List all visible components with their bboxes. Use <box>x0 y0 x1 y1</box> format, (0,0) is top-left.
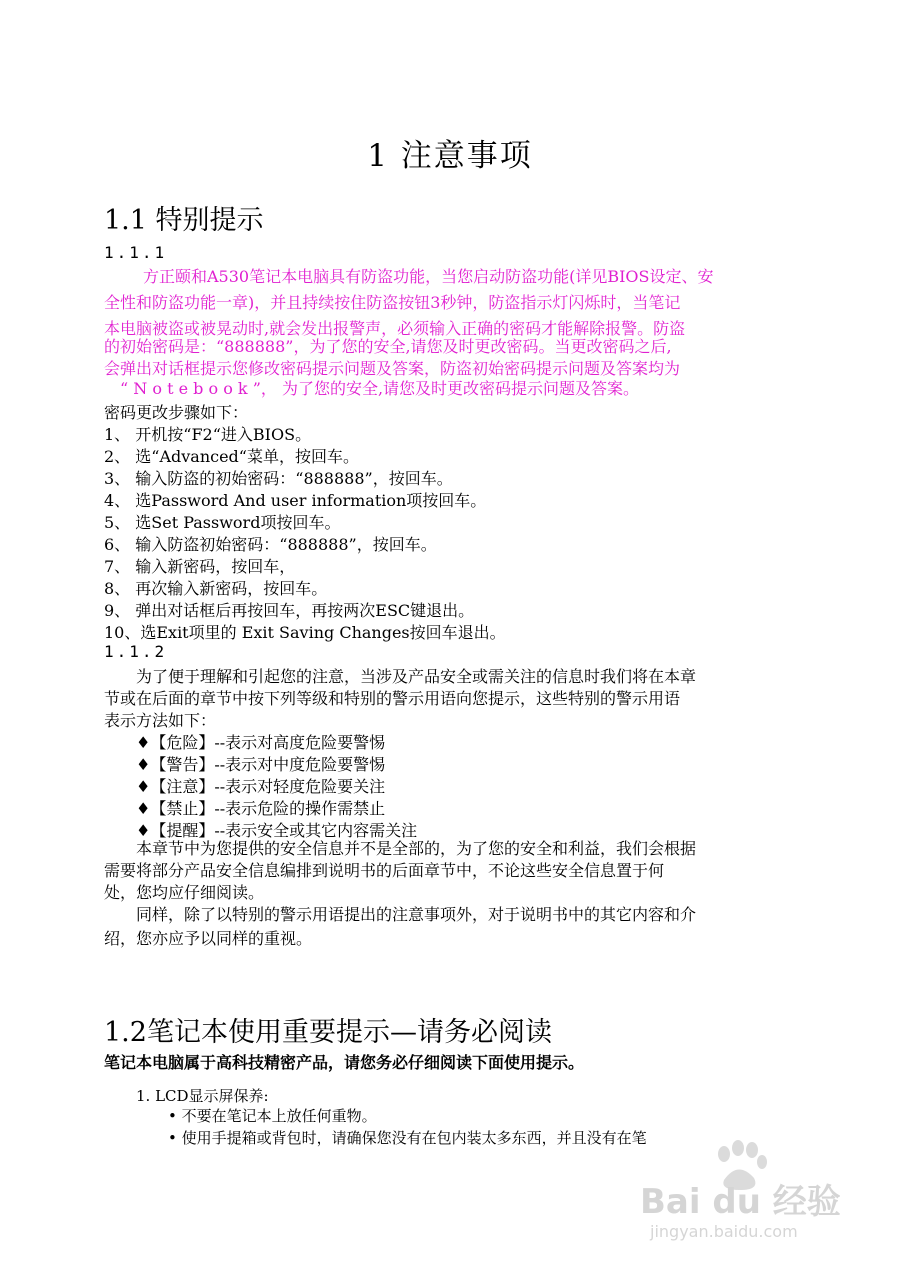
warning-danger: ♦【危险】--表示对高度危险要警惕 <box>136 733 386 752</box>
subsection-number-1-1-1: 1.1.1 <box>104 243 168 262</box>
para2-line-2: 需要将部分产品安全信息编排到说明书的后面章节中，不论这些安全信息置于何 <box>104 861 665 880</box>
lcd-bullet-1: • 不要在笔记本上放任何重物。 <box>168 1107 377 1125</box>
step-6: 6、 输入防盗初始密码：“888888”，按回车。 <box>104 535 437 554</box>
pink-line-4: 的初始密码是：“888888”，为了您的安全,请您及时更改密码。当更改密码之后, <box>104 337 672 356</box>
watermark-brand: Bai du 经验 <box>640 1182 841 1222</box>
step-8: 8、 再次输入新密码，按回车。 <box>104 579 328 598</box>
pink-line-2: 全性和防盗功能一章)，并且持续按住防盗按钮3秒钟，防盗指示灯闪烁时，当笔记 <box>104 293 681 312</box>
para3-line-1: 同样，除了以特别的警示用语提出的注意事项外，对于说明书中的其它内容和介 <box>136 905 697 924</box>
steps-intro: 密码更改步骤如下： <box>104 403 249 422</box>
warning-warning: ♦【警告】--表示对中度危险要警惕 <box>136 755 386 774</box>
step-3: 3、 输入防盗的初始密码：“888888”，按回车。 <box>104 469 453 488</box>
lcd-bullet-2: • 使用手提箱或背包时，请确保您没有在包内装太多东西，并且没有在笔 <box>168 1129 647 1147</box>
warning-caution: ♦【注意】--表示对轻度危险要关注 <box>136 777 386 796</box>
list-item-lcd: 1. LCD显示屏保养: <box>136 1087 269 1105</box>
subsection-number-1-1-2: 1.1.2 <box>104 642 168 661</box>
pink-line-6: “ N o t e b o o k ”， 为了您的安全,请您及时更改密码提示问题及答案。 <box>120 379 640 398</box>
pink-line-5: 会弹出对话框提示您修改密码提示问题及答案，防盗初始密码提示问题及答案均为 <box>104 359 681 378</box>
pink-line-1: 方正颐和A530笔记本电脑具有防盗功能，当您启动防盗功能(详见BIOS设定、安 <box>143 267 714 286</box>
step-5: 5、 选Set Password项按回车。 <box>104 513 341 532</box>
section-heading-1-1: 1.1 特别提示 <box>104 205 264 236</box>
warning-prohibited: ♦【禁止】--表示危险的操作需禁止 <box>136 799 386 818</box>
section-heading-1-2: 1.2笔记本使用重要提示—请务必阅读 <box>104 1017 552 1048</box>
para2-line-3: 处，您均应仔细阅读。 <box>104 883 265 902</box>
warning-reminder: ♦【提醒】--表示安全或其它内容需关注 <box>136 821 418 840</box>
watermark-url: jingyan.baidu.com <box>650 1222 798 1241</box>
para2-line-1: 本章节中为您提供的安全信息并不是全部的，为了您的安全和利益，我们会根据 <box>136 839 697 858</box>
para1-line-3: 表示方法如下： <box>104 711 217 730</box>
para3-line-2: 绍，您亦应予以同样的重视。 <box>104 929 313 948</box>
para1-line-1: 为了便于理解和引起您的注意，当涉及产品安全或需关注的信息时我们将在本章 <box>136 667 697 686</box>
step-7: 7、 输入新密码，按回车， <box>104 557 296 576</box>
step-4: 4、 选Password And user information项按回车。 <box>104 491 487 510</box>
section-1-2-lead: 笔记本电脑属于高科技精密产品，请您务必仔细阅读下面使用提示。 <box>104 1053 585 1072</box>
pink-line-3: 本电脑被盗或被晃动时,就会发出报警声，必须输入正确的密码才能解除报警。防盗 <box>104 319 686 338</box>
para1-line-2: 节或在后面的章节中按下列等级和特别的警示用语向您提示，这些特别的警示用语 <box>104 689 681 708</box>
step-2: 2、 选“Advanced“菜单，按回车。 <box>104 447 359 466</box>
step-9: 9、 弹出对话框后再按回车，再按两次ESC键退出。 <box>104 601 475 620</box>
baidu-watermark <box>640 1140 860 1250</box>
step-1: 1、 开机按“F2“进入BIOS。 <box>104 425 312 444</box>
page-title: 1 注意事项 <box>367 138 533 174</box>
step-10: 10、选Exit项里的 Exit Saving Changes按回车退出。 <box>104 623 506 642</box>
